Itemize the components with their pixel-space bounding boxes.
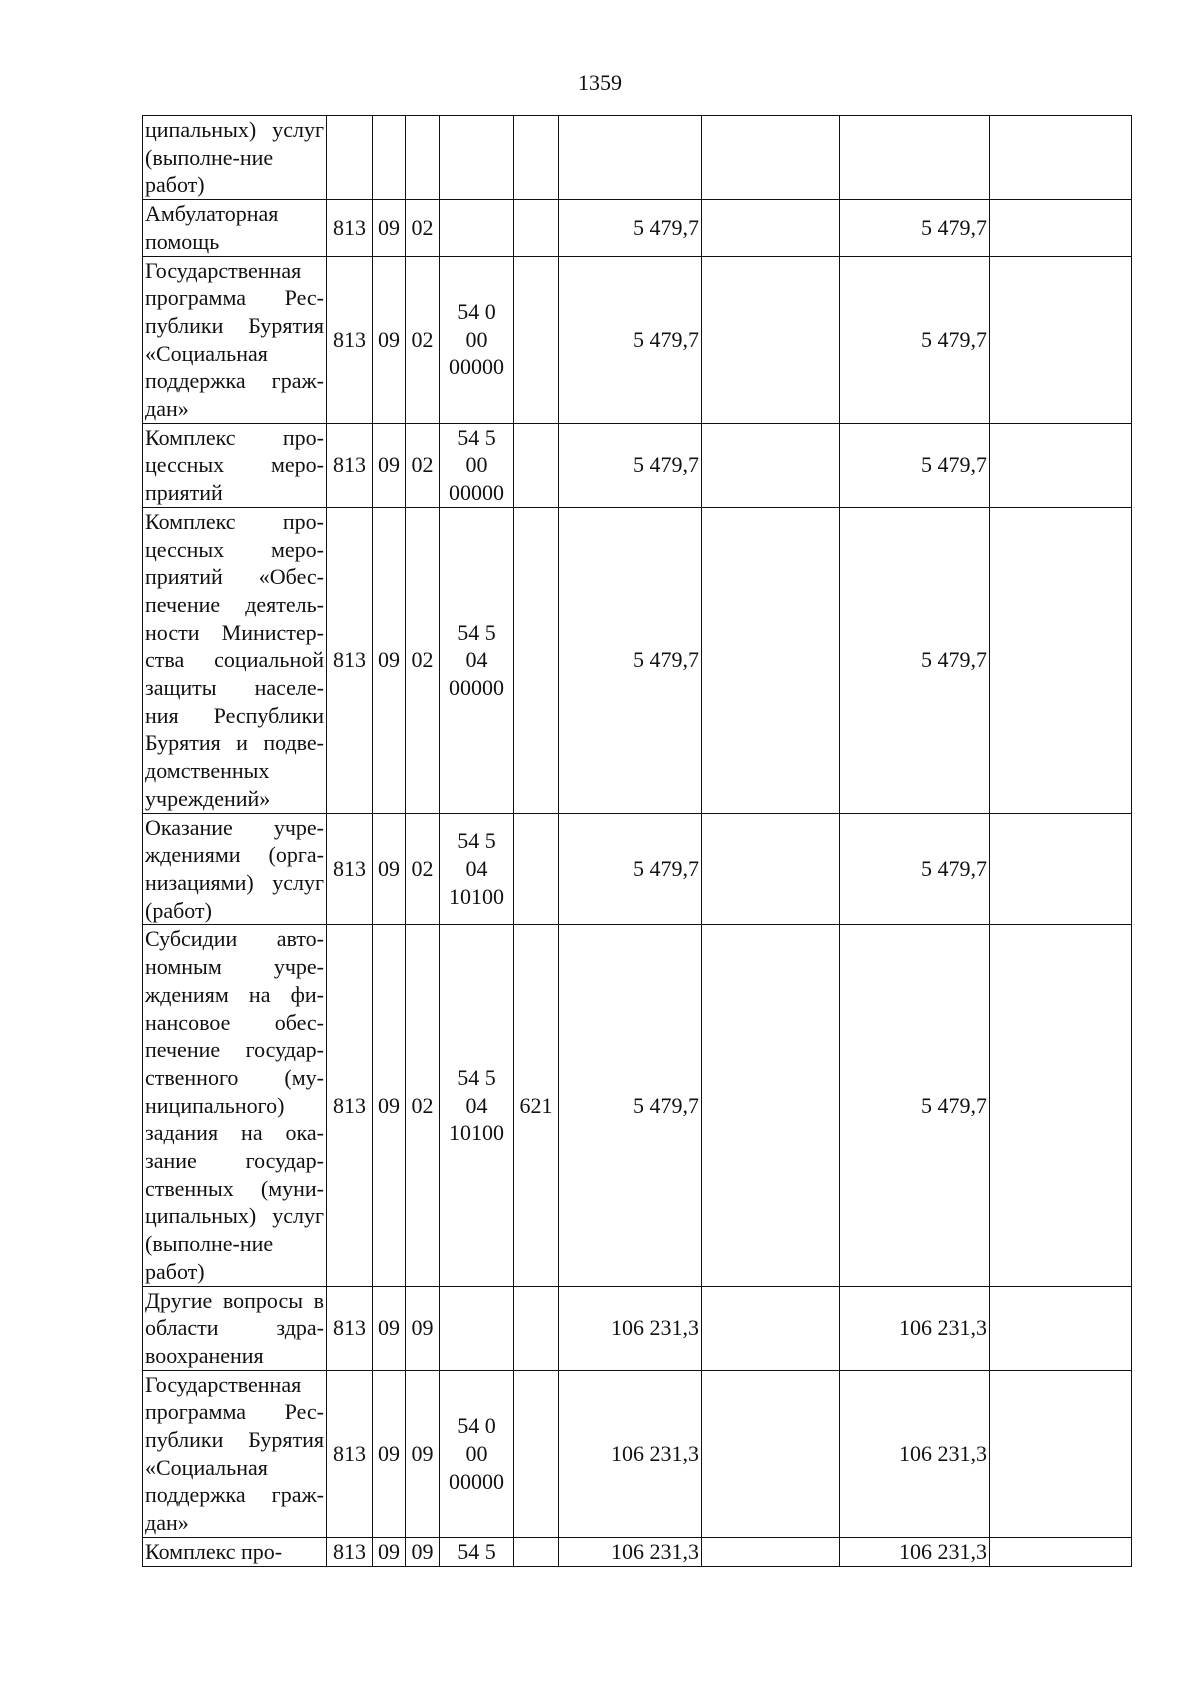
- target-article-part: 00: [465, 326, 488, 352]
- target-article-part: 54 5: [457, 1064, 496, 1090]
- subsection-cell: 09: [406, 1370, 440, 1537]
- amount-total-cell: [559, 116, 702, 200]
- section-cell: 09: [373, 1370, 406, 1537]
- amount-federal-cell: [990, 925, 1132, 1286]
- row-name-cell: Государственная программа Рес-публики Бурятия «Социальная поддержка граж-дан»: [143, 256, 327, 423]
- amount-federal-cell: [990, 1286, 1132, 1370]
- amount-federal-cell: [990, 1370, 1132, 1537]
- subsection-cell: 02: [406, 507, 440, 813]
- amount-total-cell: 5 479,7: [559, 256, 702, 423]
- amount-regional-cell: [840, 116, 990, 200]
- target-article-part: 00000: [449, 354, 504, 380]
- amount-federal-cell: [990, 256, 1132, 423]
- grbs-cell: 813: [327, 507, 373, 813]
- subsection-cell: 02: [406, 200, 440, 256]
- expense-type-cell: [514, 1537, 559, 1566]
- amount-federal-cell: [990, 423, 1132, 507]
- row-name-cell: Комплекс про-цессных меро-приятий «Обес-печение деятель-ности Министер-ства социальной защиты населе-ния Республики Бурятия и подве-домственных учреждений»: [143, 507, 327, 813]
- amount-extra-cell: [702, 1286, 840, 1370]
- table-row: [143, 1537, 1132, 1566]
- row-name-cell: Комплекс про-: [143, 1537, 327, 1566]
- table-row: [143, 200, 1132, 256]
- table-row: [143, 1286, 1132, 1370]
- amount-extra-cell: [702, 423, 840, 507]
- amount-regional-cell: 5 479,7: [840, 200, 990, 256]
- row-name-cell: Другие вопросы в области здра-воохранения: [143, 1286, 327, 1370]
- target-article-part: 00000: [449, 675, 504, 701]
- table-row: [143, 1370, 1132, 1537]
- grbs-cell: 813: [327, 1370, 373, 1537]
- amount-extra-cell: [702, 116, 840, 200]
- target-article-cell: [440, 423, 514, 507]
- table-row: [143, 423, 1132, 507]
- amount-total-cell: 5 479,7: [559, 200, 702, 256]
- subsection-cell: 02: [406, 813, 440, 925]
- expense-type-cell: [514, 200, 559, 256]
- grbs-cell: 813: [327, 423, 373, 507]
- section-cell: 09: [373, 423, 406, 507]
- row-name-cell: Комплекс про-цессных меро-приятий: [143, 423, 327, 507]
- subsection-cell: 09: [406, 1537, 440, 1566]
- target-article-cell: [440, 1370, 514, 1537]
- target-article-cell: [440, 1286, 514, 1370]
- amount-federal-cell: [990, 116, 1132, 200]
- subsection-cell: 02: [406, 256, 440, 423]
- target-article-part: 54 5: [457, 424, 496, 450]
- amount-regional-cell: 5 479,7: [840, 507, 990, 813]
- amount-regional-cell: 5 479,7: [840, 423, 990, 507]
- target-article-cell: [440, 116, 514, 200]
- amount-regional-cell: 5 479,7: [840, 256, 990, 423]
- target-article-cell: [440, 507, 514, 813]
- amount-total-cell: 5 479,7: [559, 423, 702, 507]
- amount-regional-cell: 106 231,3: [840, 1370, 990, 1537]
- grbs-cell: 813: [327, 925, 373, 1286]
- expense-type-cell: [514, 507, 559, 813]
- subsection-cell: 02: [406, 925, 440, 1286]
- target-article-part: 04: [465, 856, 488, 882]
- section-cell: 09: [373, 507, 406, 813]
- table-row: [143, 256, 1132, 423]
- grbs-cell: 813: [327, 813, 373, 925]
- section-cell: 09: [373, 256, 406, 423]
- section-cell: 09: [373, 925, 406, 1286]
- amount-regional-cell: 5 479,7: [840, 925, 990, 1286]
- target-article-cell: [440, 813, 514, 925]
- target-article-cell: [440, 256, 514, 423]
- amount-extra-cell: [702, 256, 840, 423]
- amount-total-cell: 106 231,3: [559, 1370, 702, 1537]
- row-name-cell: ципальных) услуг (выполне-ние работ): [143, 116, 327, 200]
- expense-type-cell: [514, 813, 559, 925]
- expense-type-cell: [514, 1286, 559, 1370]
- subsection-cell: 02: [406, 423, 440, 507]
- amount-total-cell: 106 231,3: [559, 1286, 702, 1370]
- amount-total-cell: 5 479,7: [559, 813, 702, 925]
- subsection-cell: 09: [406, 1286, 440, 1370]
- row-name-cell: Амбулаторная помощь: [143, 200, 327, 256]
- target-article-part: 00: [465, 1440, 488, 1466]
- row-name-cell: Государственная программа Рес-публики Бурятия «Социальная поддержка граж-дан»: [143, 1370, 327, 1537]
- amount-federal-cell: [990, 1537, 1132, 1566]
- table-body: [143, 116, 1132, 1567]
- target-article-part: 54 5: [457, 828, 496, 854]
- target-article-part: 00000: [449, 480, 504, 506]
- grbs-cell: 813: [327, 1286, 373, 1370]
- amount-extra-cell: [702, 1370, 840, 1537]
- amount-federal-cell: [990, 507, 1132, 813]
- target-article-cell: [440, 200, 514, 256]
- budget-table: [142, 115, 1132, 1567]
- expense-type-cell: [514, 256, 559, 423]
- target-article-cell: [440, 1537, 514, 1566]
- target-article-cell: [440, 925, 514, 1286]
- amount-extra-cell: [702, 925, 840, 1286]
- table-row: [143, 507, 1132, 813]
- target-article-part: 00000: [449, 1468, 504, 1494]
- grbs-cell: 813: [327, 1537, 373, 1566]
- amount-extra-cell: [702, 200, 840, 256]
- target-article-part: 10100: [449, 883, 504, 909]
- grbs-cell: 813: [327, 256, 373, 423]
- target-article-part: 54 5: [457, 1538, 496, 1564]
- table-row: [143, 925, 1132, 1286]
- row-name-cell: Оказание учре-ждениями (орга-низациями) услуг (работ): [143, 813, 327, 925]
- section-cell: 09: [373, 1537, 406, 1566]
- amount-total-cell: 5 479,7: [559, 507, 702, 813]
- section-cell: 09: [373, 1286, 406, 1370]
- target-article-part: 04: [465, 647, 488, 673]
- row-name-cell: Субсидии авто-номным учре-ждениям на фи-нансовое обес-печение государ-ственного (му-ниципального) задания на ока-зание государ-ственных (муни-ципальных) услуг (выполне-ние работ): [143, 925, 327, 1286]
- target-article-part: 54 0: [457, 1413, 496, 1439]
- amount-regional-cell: 106 231,3: [840, 1537, 990, 1566]
- amount-extra-cell: [702, 813, 840, 925]
- amount-federal-cell: [990, 200, 1132, 256]
- expense-type-cell: [514, 423, 559, 507]
- amount-federal-cell: [990, 813, 1132, 925]
- target-article-part: 00: [465, 452, 488, 478]
- target-article-part: 54 0: [457, 299, 496, 325]
- expense-type-cell: 621: [514, 925, 559, 1286]
- subsection-cell: [406, 116, 440, 200]
- amount-total-cell: 106 231,3: [559, 1537, 702, 1566]
- amount-extra-cell: [702, 1537, 840, 1566]
- target-article-part: 10100: [449, 1120, 504, 1146]
- page-number: 1359: [578, 70, 622, 95]
- section-cell: 09: [373, 200, 406, 256]
- grbs-cell: 813: [327, 200, 373, 256]
- amount-regional-cell: 5 479,7: [840, 813, 990, 925]
- amount-total-cell: 5 479,7: [559, 925, 702, 1286]
- section-cell: 09: [373, 813, 406, 925]
- grbs-cell: [327, 116, 373, 200]
- table-row: [143, 813, 1132, 925]
- expense-type-cell: [514, 1370, 559, 1537]
- section-cell: [373, 116, 406, 200]
- table-row: [143, 116, 1132, 200]
- expense-type-cell: [514, 116, 559, 200]
- target-article-part: 04: [465, 1092, 488, 1118]
- amount-regional-cell: 106 231,3: [840, 1286, 990, 1370]
- target-article-part: 54 5: [457, 619, 496, 645]
- amount-extra-cell: [702, 507, 840, 813]
